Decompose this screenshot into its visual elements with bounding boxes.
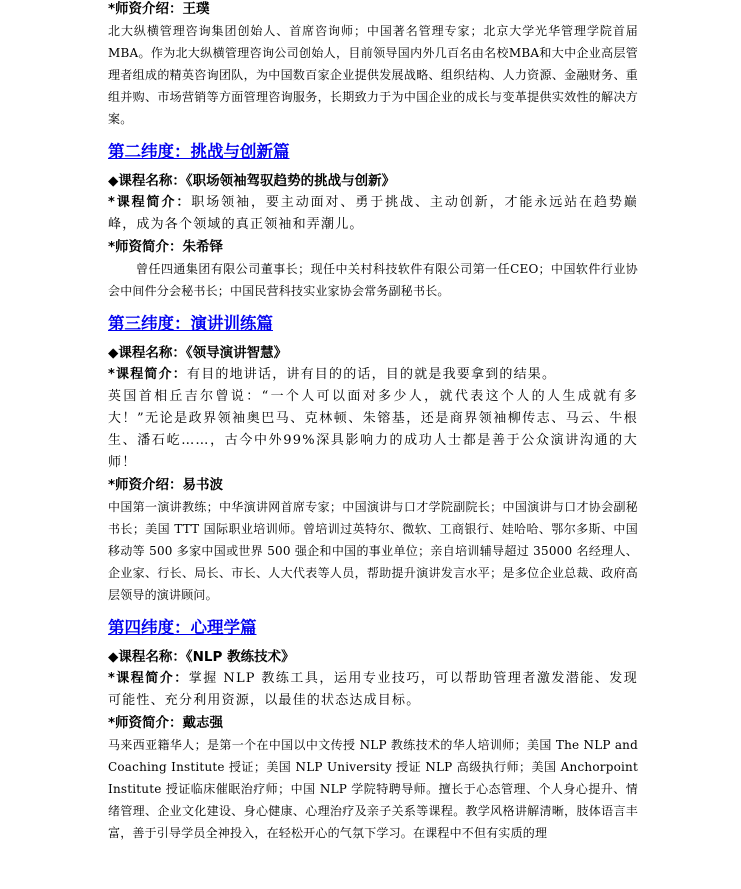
section-title-3[interactable]: 第三纬度：演讲训练篇 — [108, 314, 273, 333]
course-name-3: ◆课程名称：《领导演讲智慧》 — [108, 345, 288, 361]
teacher-heading-dai-zhiqiang: *师资简介：戴志强 — [108, 715, 224, 731]
teacher-bio-zhu-xiduo: 曾任四通集团有限公司董事长；现任中关村科技软件有限公司第一任CEO；中国软件行业协会中间件分会秘书长；中国民营科技实业家协会常务副秘书长。 — [108, 262, 638, 298]
course-intro-3 — [108, 364, 638, 386]
course-intro-text: 掌握 NLP 教练工具，运用专业技巧，可以帮助管理者激发潜能、发现可能性、充分利用资源，以最佳的状态达成目标。 — [108, 671, 638, 708]
teacher-bio-dai-zhiqiang: 马来西亚籍华人；是第一个在中国以中文传授 NLP 教练技术的华人培训师；美国 The NLP and Coaching Institute 授证；美国 NLP University 授证 NLP 高级执行师；美国 Anchorpoint Institute 授证临床催眠治疗师；中国 NLP 学院特聘导师。擅长于心态管理、个人身心提升、情绪管理、企业文化建设、身心健康、心理治疗及亲子关系等课程。教学风格讲解清晰，肢体语言丰富，善于引导学员全神投入，在轻松开心的气氛下学习。在课程中不但有实质的理 — [108, 738, 638, 840]
document-page — [108, 0, 638, 844]
section-title-2[interactable]: 第二纬度：挑战与创新篇 — [108, 142, 290, 161]
course-name-4: ◆课程名称：《NLP 教练技术》 — [108, 649, 295, 665]
course-intro-label: *课程简介： — [108, 195, 192, 210]
teacher-bio-yi-shubo: 中国第一演讲教练；中华演讲网首席专家；中国演讲与口才学院副院长；中国演讲与口才协会副秘书长；美国 TTT 国际职业培训师。曾培训过英特尔、微软、工商银行、娃哈哈、鄂尔多斯、中国移动等 500 多家中国或世界 500 强企和中国的事业单位；亲自培训辅导超过 35000 名经理人、企业家、行长、局长、市长、人大代表等人员，帮助提升演讲发言水平；是多位企业总裁、政府高层领导的演讲顾问。 — [108, 500, 638, 602]
teacher-heading-zhu-xiduo: *师资简介：朱希铎 — [108, 239, 224, 255]
teacher-heading-yi-shubo: *师资介绍：易书波 — [108, 477, 224, 493]
teacher-heading-wang-pu: *师资介绍：王璞 — [108, 1, 210, 17]
teacher-bio-wang-pu: 北大纵横管理咨询集团创始人、首席咨询师；中国著名管理专家；北京大学光华管理学院首届MBA。作为北大纵横管理咨询公司创始人，目前领导国内外几百名由名校MBA和大中企业高层管理者组成的精英咨询团队，为中国数百家企业提供发展战略、组织结构、人力资源、金融财务、重组并购、市场营销等方面管理咨询服务，长期致力于为中国企业的成长与变革提供实效性的解决方案。 — [108, 24, 638, 126]
course-intro-4 — [108, 668, 638, 712]
course-intro-text: 有目的地讲话，讲有目的的话，目的就是我要拿到的结果。 — [187, 367, 557, 382]
course-intro-2 — [108, 192, 638, 236]
course-intro-text: 职场领袖，要主动面对、勇于挑战、主动创新，才能永远站在趋势巅峰，成为各个领域的真正领袖和弄潮儿。 — [108, 195, 638, 232]
course-intro-3-quote: 英国首相丘吉尔曾说：“一个人可以面对多少人，就代表这个人的人生成就有多大！”无论是政界领袖奥巴马、克林顿、朱镕基，还是商界领袖柳传志、马云、牛根生、潘石屹……，古今中外99%深具影响力的成功人士都是善于公众演讲沟通的大师！ — [108, 389, 638, 470]
course-intro-label: *课程简介： — [108, 671, 189, 686]
section-title-4[interactable]: 第四纬度：心理学篇 — [108, 618, 257, 637]
course-name-2: ◆课程名称：《职场领袖驾驭趋势的挑战与创新》 — [108, 173, 396, 189]
course-intro-label: *课程简介： — [108, 367, 187, 382]
